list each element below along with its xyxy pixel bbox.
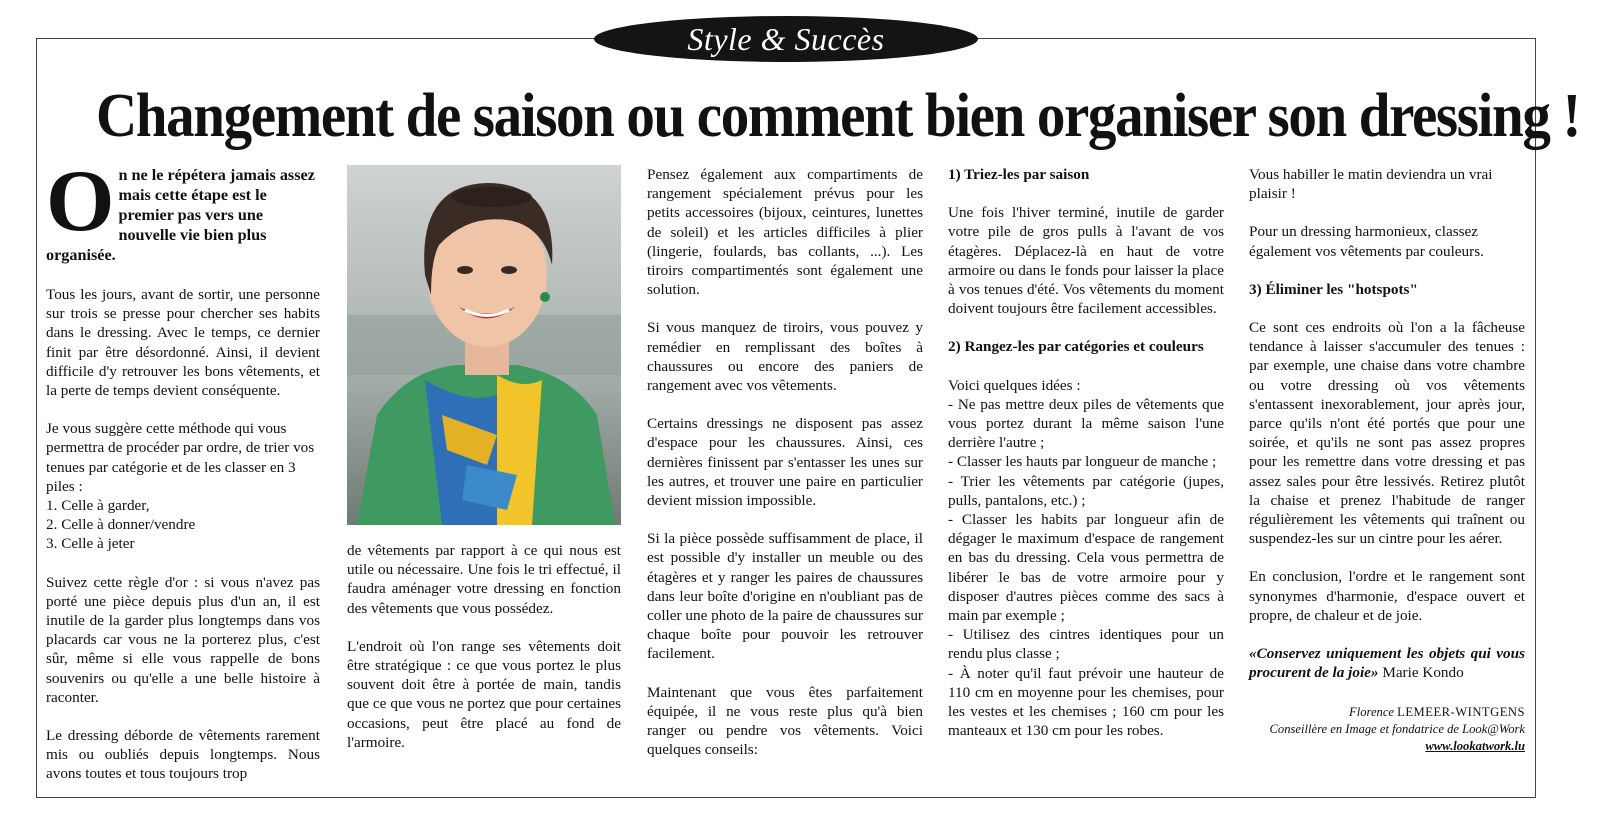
list-item: - Classer les habits par longueur afin de dégager le maximum d'espace de rangement en bas du dressing. Cela vous permettra de libérer le bas de votre armoire pour y disposer d'autres pièces comme des sacs à main par exemple ;: [948, 511, 1224, 625]
quote-text: «Conservez uniquement les objets qui vous procurent de la joie»: [1249, 645, 1525, 682]
column-3: [647, 165, 923, 778]
paragraph: Suivez cette règle d'or : si vous n'avez pas porté une pièce depuis plus d'un an, il est inutile de la garder plus longtemps dans vos placards car vous ne la porterez plus, c'est sûr, même si elle vous rappelle de bons souvenirs ou qu'elle a une belle histoire à raconter.: [46, 573, 320, 706]
paragraph: Ce sont ces endroits où l'on a la fâcheuse tendance à laisser s'accumuler des tenues : par exemple, une chaise dans votre chambre ou votre dressing où vos vêtements s'entassent inexorablement, jour après jour, parce qu'ils n'ont été portés que pour une soirée, et qu'ils ne sont pas assez propres pour les remettre dans votre dressing et pas assez sales pour être lessivés. Retirez plutôt la chaise et prenez l'habitude de ranger régulièrement les vêtements qui traînent ou suspendez-les sur un cintre pour les aérer.: [1249, 319, 1525, 548]
column-1: [46, 153, 320, 803]
list-item: - Trier les vêtements par catégorie (jupes, pulls, pantalons, etc.) ;: [948, 472, 1224, 509]
headline: Changement de saison ou comment bien organiser son dressing !: [96, 82, 1581, 150]
author-signature: [1249, 704, 1525, 755]
paragraph: Pour un dressing harmonieux, classez également vos vêtements par couleurs.: [1249, 223, 1484, 260]
author-last-name: LEMEER-WINTGENS: [1397, 705, 1525, 720]
dropcap: O: [46, 153, 115, 250]
paragraph: Une fois l'hiver terminé, inutile de garder votre pile de gros pulls à l'avant de vos étagères. Déplacez-là en haut de votre armoire ou dans le fonds pour laisser la place à vos tenues d'été. Vos vêtements du moment doivent toujours être facilement accessibles.: [948, 204, 1224, 318]
website-link[interactable]: www.lookatwork.lu: [1425, 739, 1525, 754]
section-rubric-badge: Style & Succès: [594, 16, 978, 62]
paragraph: Le dressing déborde de vêtements rarement mis ou oubliés depuis longtemps. Nous avons toutes et tous toujours trop: [46, 727, 320, 783]
list-item: - Classer les hauts par longueur de manche ;: [948, 453, 1217, 471]
author-role: Conseillère en Image et fondatrice de Look@Work: [1269, 722, 1525, 737]
paragraph: Certains dressings ne disposent pas assez d'espace pour les chaussures. Ainsi, ces dernières finissent par s'entasser les unes sur les autres, et trouver une paire en particulier devient mission impossible.: [647, 415, 923, 510]
section-heading: 1) Triez-les par saison: [948, 166, 1090, 183]
paragraph: En conclusion, l'ordre et le rangement sont synonymes d'harmonie, d'espace ouvert et propre, de chaleur et de joie.: [1249, 568, 1525, 624]
column-4: [948, 165, 1224, 740]
list-item: - Utilisez des cintres identiques pour un rendu plus classe ;: [948, 626, 1224, 663]
paragraph: Maintenant que vous êtes parfaitement équipée, il ne vous reste plus qu'à bien ranger ou pendre vos vêtements. Voici quelques conseils:: [647, 683, 923, 759]
author-first-name: Florence: [1349, 705, 1395, 720]
list-item: 1. Celle à garder,: [46, 497, 150, 515]
lead-text: n ne le répétera jamais assez mais cette étape est le premier pas vers une nouvelle vie bien plus organisée.: [46, 166, 315, 264]
section-heading: 3) Éliminer les "hotspots": [1249, 280, 1418, 298]
paragraph: Voici quelques idées :: [948, 376, 1081, 394]
lead-paragraph: [46, 153, 320, 265]
list-item: - À noter qu'il faut prévoir une hauteur de 110 cm en moyenne pour les chemises, pour les vestes et les chemises ; 160 cm pour les manteaux et 130 cm pour les robes.: [948, 664, 1224, 740]
quote-author: Marie Kondo: [1382, 664, 1464, 682]
list-item: 2. Celle à donner/vendre: [46, 516, 196, 534]
list-item: - Ne pas mettre deux piles de vêtements que vous portez durant la même saison l'une derrière l'autre ;: [948, 395, 1224, 452]
list-item: 3. Celle à jeter: [46, 535, 135, 553]
pull-quote: [1249, 644, 1525, 682]
paragraph: Je vous suggère cette méthode qui vous permettra de procéder par ordre, de trier vos tenues par catégorie et de les classer en 3 piles :: [46, 420, 315, 495]
paragraph: Pensez également aux compartiments de rangement spécialement prévus pour les petits accessoires (bijoux, ceintures, lunettes de soleil) et les articles difficiles à plier (lingerie, foulards, bas collants, ...). Les tiroirs compartimentés sont également une solution.: [647, 166, 923, 299]
paragraph: Vous habiller le matin deviendra un vrai plaisir !: [1249, 166, 1493, 203]
paragraph: Si la pièce possède suffisamment de place, il est possible d'y installer un meuble ou des étagères et y ranger les paires de chaussures dans leur boîte d'origine en n'oubliant pas de coller une photo de la paire de chaussures sur chaque boîte pour pouvoir les retrouver facilement.: [647, 530, 923, 663]
section-heading: 2) Rangez-les par catégories et couleurs: [948, 338, 1204, 356]
column-2: [347, 541, 621, 771]
author-name: [1249, 704, 1525, 721]
author-photo: [347, 165, 621, 525]
paragraph: Tous les jours, avant de sortir, une personne sur trois se presse pour chercher ses habits dans le dressing. Avec le temps, ce dernier finit par être désordonné. Ainsi, il devient difficile d'y retrouver les bons vêtements, et la perte de temps devient conséquente.: [46, 286, 320, 400]
paragraph: de vêtements par rapport à ce qui nous est utile ou nécessaire. Une fois le tri effectué, il faudra aménager votre dressing en fonction des vêtements que vous possédez.: [347, 542, 621, 617]
column-5: [1249, 165, 1525, 755]
paragraph: L'endroit où l'on range ses vêtements doit être stratégique : ce que vous portez le plus souvent doit être à portée de main, tandis que ce que vous ne portez que pour certaines occasions, peut être placé au fond de l'armoire.: [347, 637, 621, 751]
paragraph: Si vous manquez de tiroirs, vous pouvez y remédier en remplissant des boîtes à chaussures ou encore des paniers de rangement avec vos vêtements.: [647, 319, 923, 395]
